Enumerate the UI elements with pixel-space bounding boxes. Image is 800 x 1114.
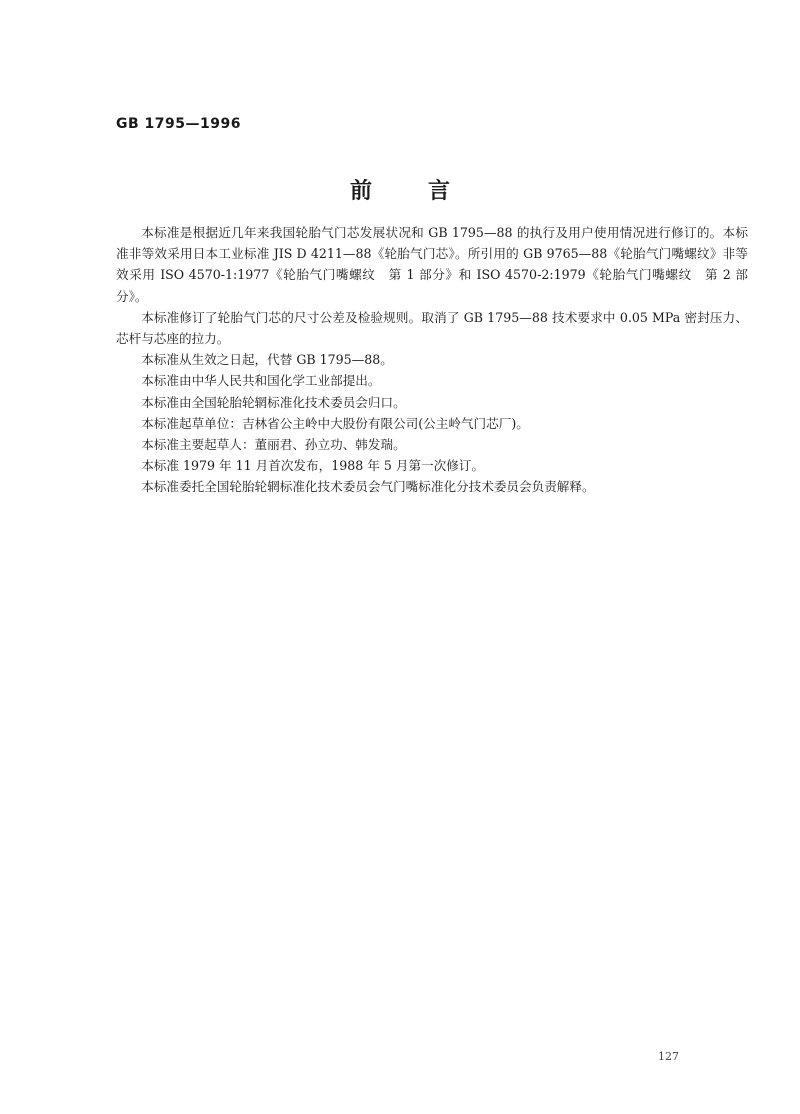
paragraph-revision-content: 本标准修订了轮胎气门芯的尺寸公差及检验规则。取消了 GB 1795—88 技术要求中 0.05 MPa 密封压力、芯杆与芯座的拉力。: [116, 309, 748, 347]
page-title: 前言: [349, 179, 506, 204]
foreword-body: [116, 222, 748, 498]
paragraph-replacement: 本标准从生效之日起，代替 GB 1795—88。: [141, 352, 393, 368]
paragraph-drafters: 本标准主要起草人：董丽君、孙立功、韩发瑞。: [141, 437, 406, 453]
paragraph-proposer: 本标准由中华人民共和国化学工业部提出。: [141, 373, 381, 389]
paragraph-administrator: 本标准由全国轮胎轮辋标准化技术委员会归口。: [141, 394, 406, 410]
standard-code: GB 1795—1996: [116, 116, 241, 132]
paragraph-interpretation: 本标准委托全国轮胎轮辋标准化技术委员会气门嘴标准化分技术委员会负责解释。: [141, 479, 595, 495]
page-number: 127: [658, 1050, 679, 1063]
paragraph-history: 本标准 1979 年 11 月首次发布，1988 年 5 月第一次修订。: [141, 458, 485, 474]
paragraph-drafting-unit: 本标准起草单位：吉林省公主岭中大股份有限公司(公主岭气门芯厂)。: [141, 415, 529, 431]
paragraph-revision-basis: 本标准是根据近几年来我国轮胎气门芯发展状况和 GB 1795—88 的执行及用户使用情况进行修订的。本标准非等效采用日本工业标准 JIS D 4211—88《轮胎气门芯》。所引用的 GB 9765—88《轮胎气门嘴螺纹》非等效采用 ISO 4570-1:1977《轮胎气门嘴螺纹 第 1 部分》和 ISO 4570-2:1979《轮胎气门嘴螺纹 第 2 部分》。: [116, 225, 748, 304]
